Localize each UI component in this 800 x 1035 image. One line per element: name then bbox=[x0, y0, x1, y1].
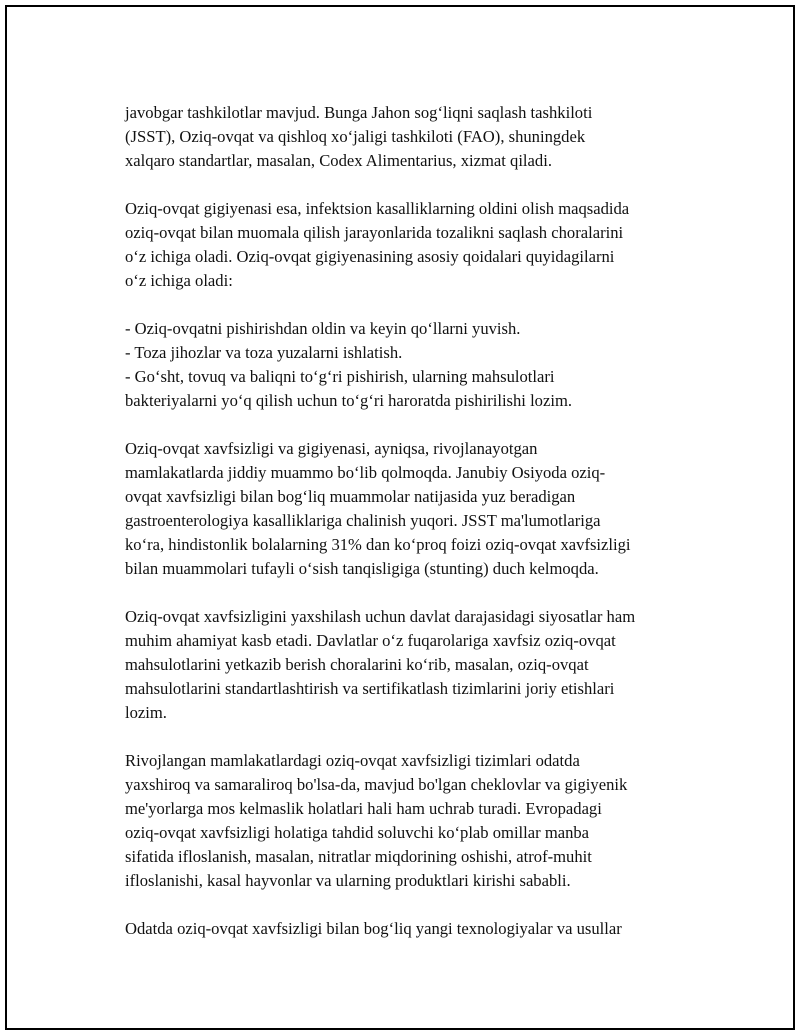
paragraph bbox=[125, 749, 705, 893]
text-line: xalqaro standartlar, masalan, Codex Alimentarius, xizmat qiladi. bbox=[125, 151, 552, 170]
list-item: - Go‘sht, tovuq va baliqni to‘g‘ri pishirish, ularning mahsulotlari bbox=[125, 367, 555, 386]
text-line: muhim ahamiyat kasb etadi. Davlatlar o‘z fuqarolariga xavfsiz oziq-ovqat bbox=[125, 631, 616, 650]
text-line: Oziq-ovqat xavfsizligini yaxshilash uchun davlat darajasidagi siyosatlar ham bbox=[125, 607, 636, 626]
text-line: me'yorlarga mos kelmaslik holatlari hali ham uchrab turadi. Evropadagi bbox=[125, 799, 602, 818]
text-line: bakteriyalarni yo‘q qilish uchun to‘g‘ri haroratda pishirilishi lozim. bbox=[125, 391, 573, 410]
text-line: ovqat xavfsizligi bilan bog‘liq muammolar natijasida yuz beradigan bbox=[125, 487, 576, 506]
paragraph bbox=[125, 197, 705, 293]
text-line: bilan muammolari tufayli o‘sish tanqisligiga (stunting) duch kelmoqda. bbox=[125, 559, 599, 578]
text-line: Odatda oziq-ovqat xavfsizligi bilan bog‘liq yangi texnologiyalar va usullar bbox=[125, 919, 622, 938]
text-line: Oziq-ovqat xavfsizligi va gigiyenasi, ayniqsa, rivojlanayotgan bbox=[125, 439, 538, 458]
text-line: lozim. bbox=[125, 703, 167, 722]
paragraph bbox=[125, 101, 705, 173]
page-frame bbox=[5, 5, 795, 1030]
document-body bbox=[125, 101, 705, 965]
text-line: oziq-ovqat xavfsizligi holatiga tahdid soluvchi ko‘plab omillar manba bbox=[125, 823, 590, 842]
bullet-list bbox=[125, 317, 705, 413]
text-line: sifatida ifloslanish, masalan, nitratlar miqdorining oshishi, atrof-muhit bbox=[125, 847, 592, 866]
text-line: Rivojlangan mamlakatlardagi oziq-ovqat xavfsizligi tizimlari odatda bbox=[125, 751, 580, 770]
text-line: o‘z ichiga oladi: bbox=[125, 271, 233, 290]
text-line: oziq-ovqat bilan muomala qilish jarayonlarida tozalikni saqlash choralarini bbox=[125, 223, 624, 242]
list-item: - Toza jihozlar va toza yuzalarni ishlatish. bbox=[125, 343, 403, 362]
list-item: - Oziq-ovqatni pishirishdan oldin va keyin qo‘llarni yuvish. bbox=[125, 319, 521, 338]
text-line: o‘z ichiga oladi. Oziq-ovqat gigiyenasining asosiy qoidalari quyidagilarni bbox=[125, 247, 615, 266]
text-line: ifloslanishi, kasal hayvonlar va ularning produktlari kirishi sababli. bbox=[125, 871, 571, 890]
paragraph bbox=[125, 437, 705, 581]
text-line: ko‘ra, hindistonlik bolalarning 31% dan ko‘proq foizi oziq-ovqat xavfsizligi bbox=[125, 535, 631, 554]
text-line: javobgar tashkilotlar mavjud. Bunga Jahon sog‘liqni saqlash tashkiloti bbox=[125, 103, 593, 122]
text-line: mahsulotlarini yetkazib berish choralarini ko‘rib, masalan, oziq-ovqat bbox=[125, 655, 589, 674]
paragraph bbox=[125, 917, 705, 941]
text-line: (JSST), Oziq-ovqat va qishloq xo‘jaligi tashkiloti (FAO), shuningdek bbox=[125, 127, 586, 146]
paragraph bbox=[125, 605, 705, 725]
text-line: mamlakatlarda jiddiy muammo bo‘lib qolmoqda. Janubiy Osiyoda oziq- bbox=[125, 463, 606, 482]
text-line: gastroenterologiya kasalliklariga chalinish yuqori. JSST ma'lumotlariga bbox=[125, 511, 601, 530]
text-line: Oziq-ovqat gigiyenasi esa, infektsion kasalliklarning oldini olish maqsadida bbox=[125, 199, 630, 218]
text-line: mahsulotlarini standartlashtirish va sertifikatlash tizimlarini joriy etishlari bbox=[125, 679, 615, 698]
text-line: yaxshiroq va samaraliroq bo'lsa-da, mavjud bo'lgan cheklovlar va gigiyenik bbox=[125, 775, 628, 794]
